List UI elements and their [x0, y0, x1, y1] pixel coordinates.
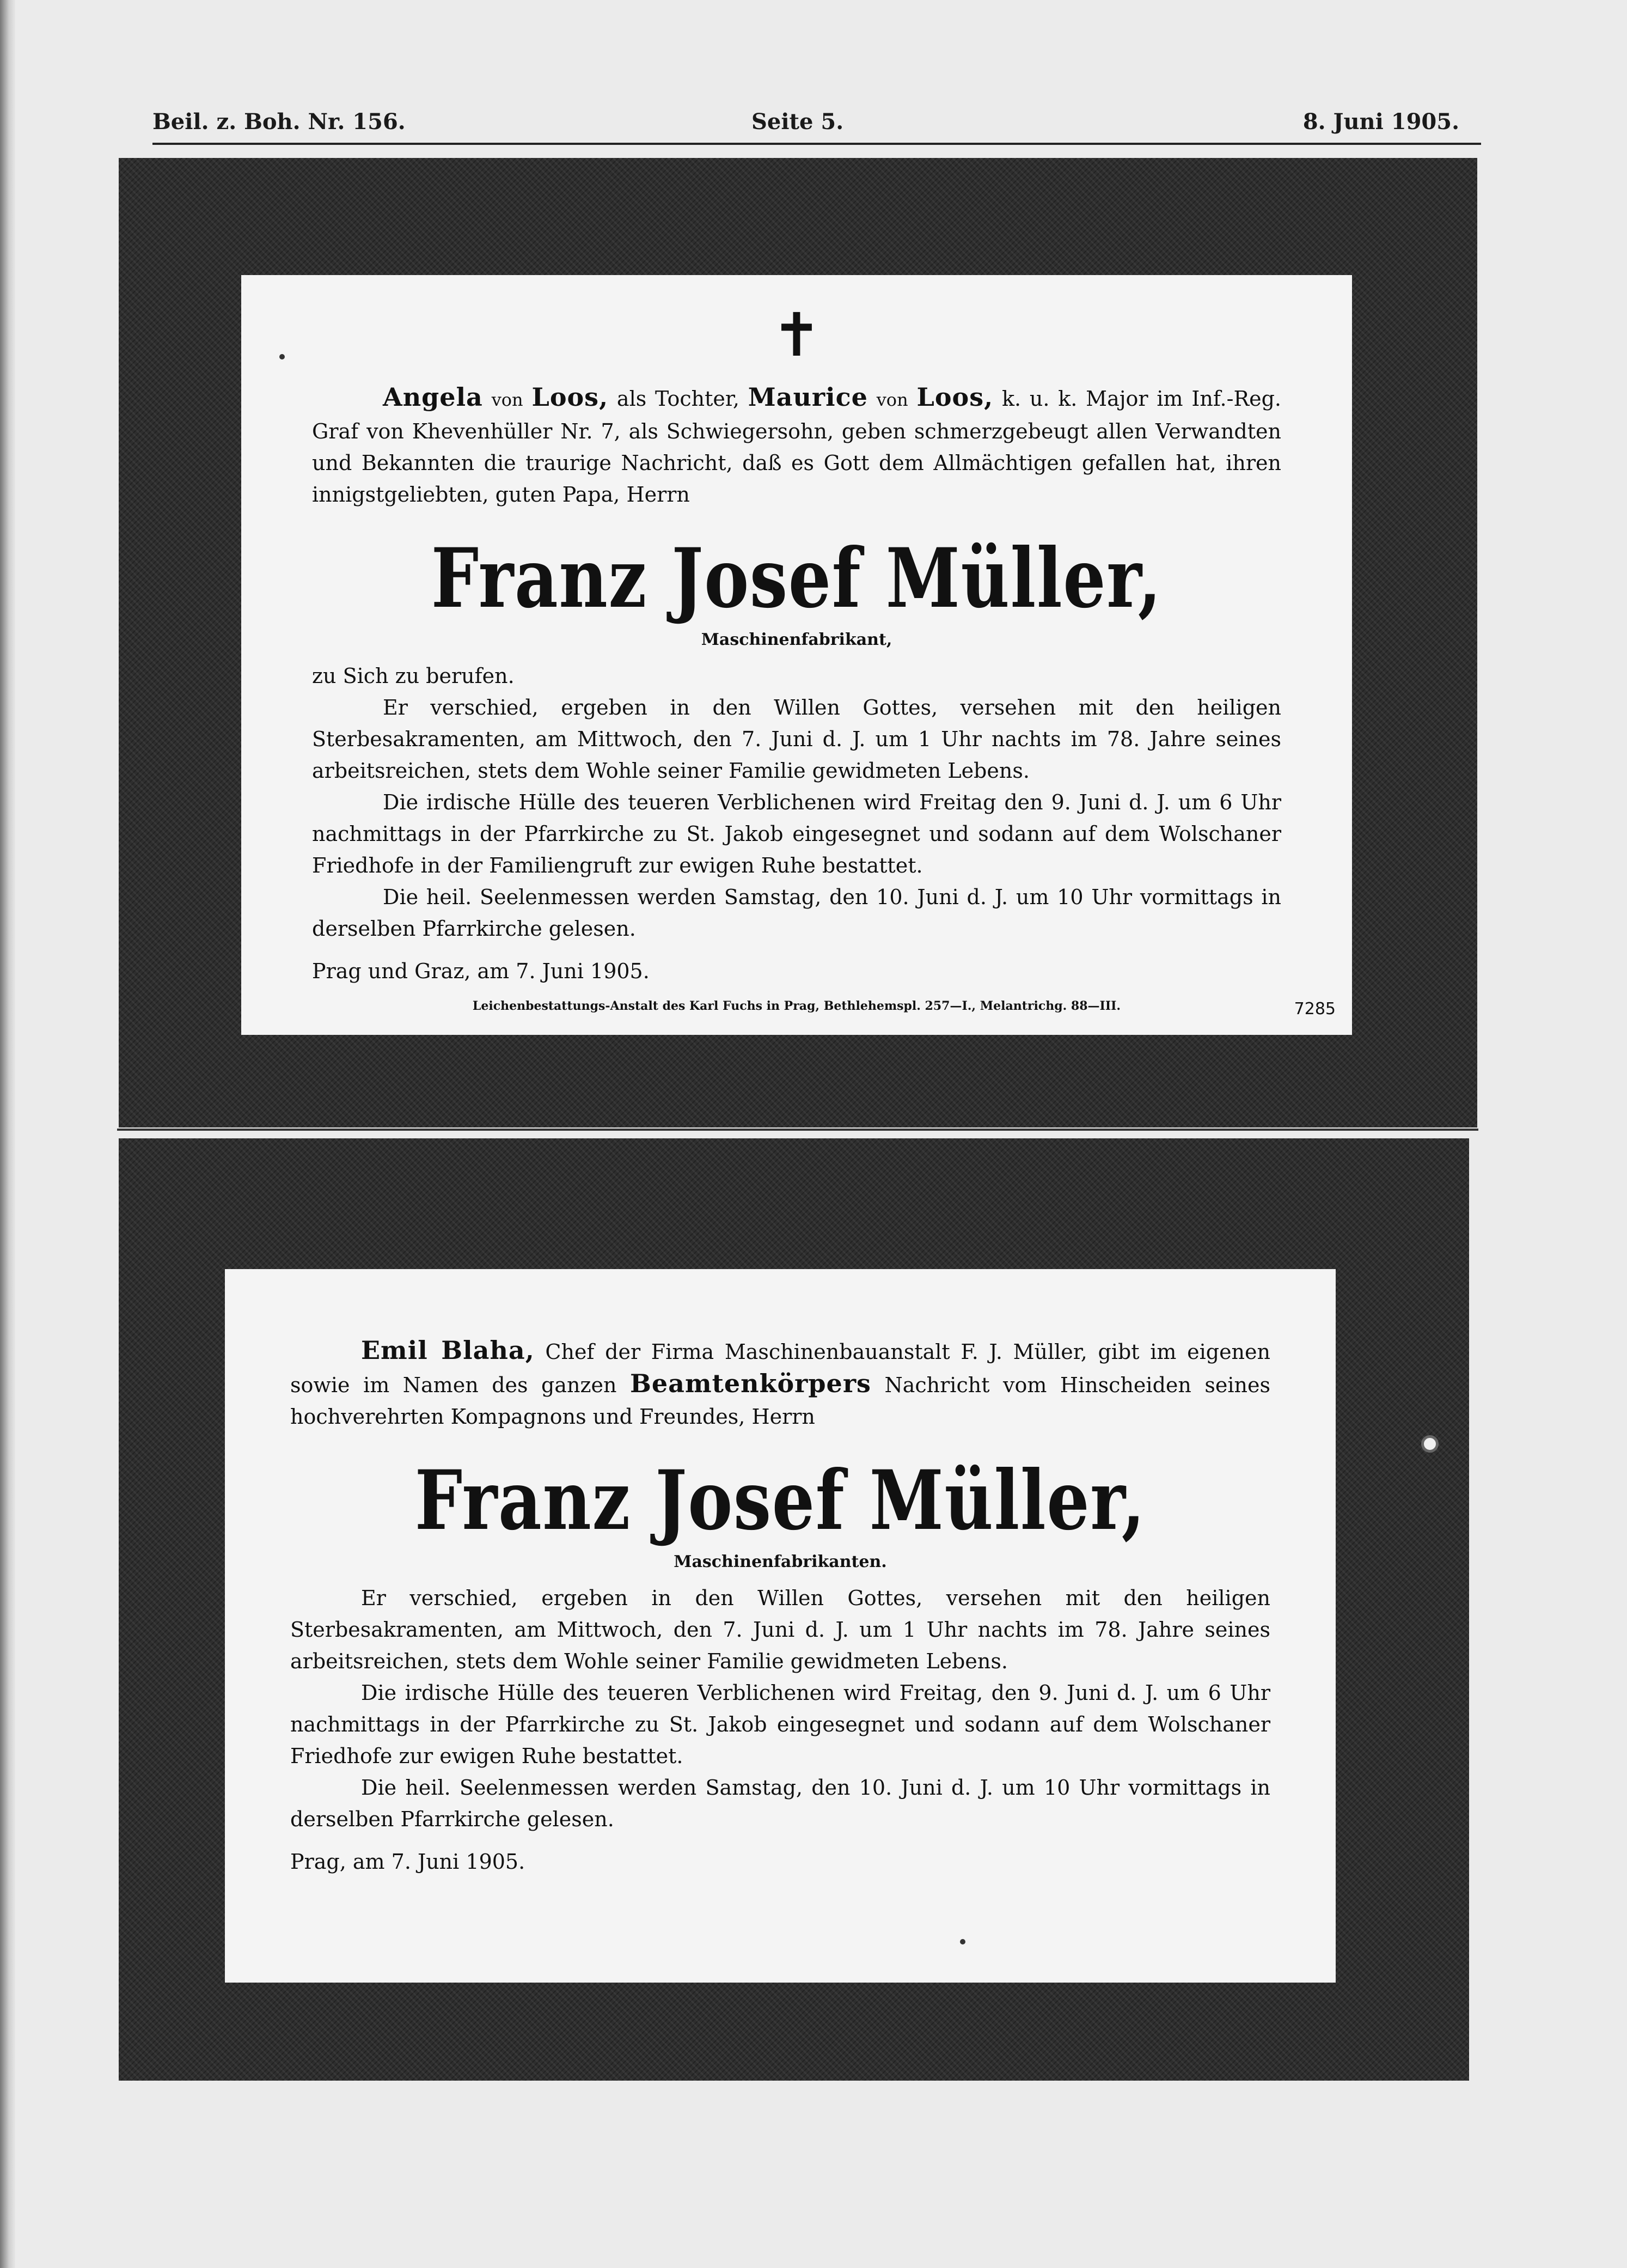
header-page-number: Seite 5. — [751, 109, 844, 135]
notice1-name1: Angela — [383, 382, 483, 412]
notice1-ad-number: 7285 — [1294, 999, 1336, 1019]
header-issue: Beil. z. Boh. Nr. 156. — [152, 109, 406, 135]
notice1-deceased-name: Franz Josef Müller, — [431, 531, 1163, 626]
header-date: 8. Juni 1905. — [1302, 109, 1459, 135]
notice2-opening-rest2: Nachricht vom Hinscheiden seines hochverehrten Kompagnons und Freundes, Herrn — [290, 1373, 1270, 1429]
binding-hole — [1421, 1435, 1439, 1453]
header-rule — [152, 143, 1481, 145]
notice2-profession: Maschinenfabrikanten. — [674, 1552, 887, 1571]
obituary-notice-1 — [241, 275, 1352, 1035]
obituary-notice-2 — [225, 1269, 1336, 1983]
notice1-role1: als Tochter, — [616, 387, 739, 411]
notice2-para1: Er verschied, ergeben in den Willen Gottes, versehen mit den heiligen Sterbesakramenten, am Mittwoch, den 7. Juni d. J. um 1 Uhr nachts im 78. Jahre seines arbeitsreichen, stets dem Wohle seiner Familie gewidmeten Lebens. — [290, 1586, 1270, 1673]
notice1-name2: Maurice — [748, 382, 868, 412]
notice1-von1: von — [491, 389, 523, 410]
notice2-place-date: Prag, am 7. Juni 1905. — [290, 1850, 525, 1874]
notice1-surname2: Loos, — [916, 382, 994, 412]
notice2-name: Emil Blaha, — [361, 1336, 535, 1365]
separator-rule — [117, 1129, 1478, 1131]
notice1-para2: Die irdische Hülle des teueren Verblichenen wird Freitag den 9. Juni d. J. um 6 Uhr nachmittags in der Pfarrkirche zu St. Jakob eingesegnet und sodann auf dem Wolschaner Friedhofe in der Familiengruft zur ewigen Ruhe bestattet. — [312, 790, 1281, 877]
notice2-para2: Die irdische Hülle des teueren Verblichenen wird Freitag, den 9. Juni d. J. um 6 Uhr nachmittags in der Pfarrkirche zu St. Jakob eingesegnet und sodann auf dem Wolschaner Friedhofe zur ewigen Ruhe bestattet. — [290, 1681, 1270, 1768]
notice1-called: zu Sich zu berufen. — [312, 664, 515, 688]
obituary-frame-1 — [119, 158, 1477, 1127]
print-speck — [279, 354, 285, 359]
notice1-undertaker-line: Leichenbestattungs-Anstalt des Karl Fuchs in Prag, Bethlehemspl. 257—I., Melantrichg. 88—III. — [472, 999, 1121, 1013]
notice1-profession: Maschinenfabrikant, — [701, 630, 892, 649]
notice1-para1: Er verschied, ergeben in den Willen Gottes, versehen mit den heiligen Sterbesakramenten, am Mittwoch, den 7. Juni d. J. um 1 Uhr nachts im 78. Jahre seines arbeitsreichen, stets dem Wohle seiner Familie gewidmeten Lebens. — [312, 696, 1281, 783]
obituary-frame-2 — [119, 1138, 1469, 2081]
notice2-opening-rest1: Chef der Firma Maschinenbauanstalt F. J. Müller, gibt im eigenen sowie im Namen des ganzen — [290, 1340, 1270, 1397]
print-speck — [960, 1939, 965, 1944]
notice1-place-date: Prag und Graz, am 7. Juni 1905. — [312, 959, 650, 983]
notice1-para3: Die heil. Seelenmessen werden Samstag, den 10. Juni d. J. um 10 Uhr vormittags in derselben Pfarrkirche gelesen. — [312, 885, 1281, 941]
page-edge-shadow — [0, 0, 15, 2268]
page-header — [152, 109, 1459, 142]
notice1-surname1: Loos, — [531, 382, 609, 412]
notice1-von2: von — [876, 389, 908, 410]
cross-icon: ✝ — [771, 300, 822, 370]
notice2-emph: Beamtenkörpers — [630, 1369, 871, 1398]
notice2-opening — [290, 1334, 1270, 1432]
notice1-opening-rest: k. u. k. Major im Inf.-Reg. Graf von Khevenhüller Nr. 7, als Schwiegersohn, geben schmerzgebeugt allen Verwandten und Bekannten die traurige Nachricht, daß es Gott dem Allmächtigen gefallen hat, ihren innigstgeliebten, guten Papa, Herrn — [312, 387, 1281, 507]
notice2-deceased-name: Franz Josef Müller, — [414, 1453, 1146, 1548]
notice2-para3: Die heil. Seelenmessen werden Samstag, den 10. Juni d. J. um 10 Uhr vormittags in derselben Pfarrkirche gelesen. — [290, 1776, 1270, 1831]
notice1-opening — [312, 381, 1281, 510]
